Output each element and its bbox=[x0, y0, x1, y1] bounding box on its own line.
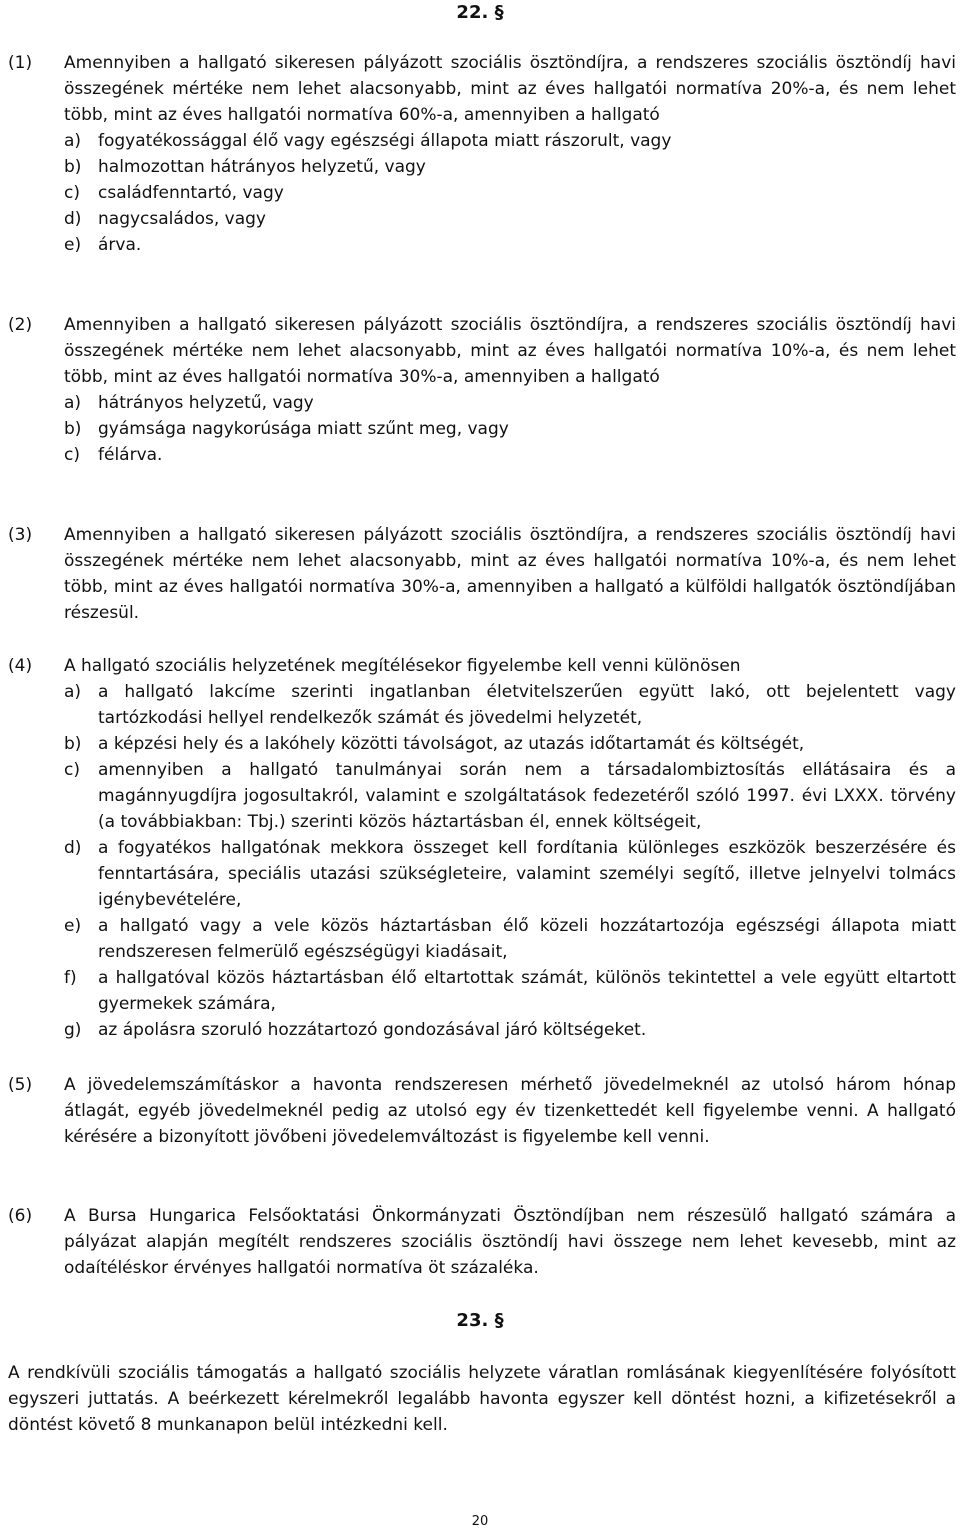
list-item bbox=[64, 757, 956, 835]
list-item-text: családfenntartó, vagy bbox=[98, 183, 284, 203]
list-item bbox=[64, 206, 956, 232]
list-item-label: d) bbox=[64, 838, 82, 858]
list-item bbox=[64, 390, 956, 416]
list-item-label: c) bbox=[64, 183, 80, 203]
paragraph-number: (4) bbox=[8, 656, 33, 676]
list-item-label: b) bbox=[64, 157, 82, 177]
list-item-label: e) bbox=[64, 235, 82, 255]
list-item bbox=[64, 679, 956, 731]
section-22-heading: 22. § bbox=[456, 2, 504, 23]
list-item-label: g) bbox=[64, 1020, 82, 1040]
paragraph-number: (1) bbox=[8, 53, 33, 73]
list-item bbox=[64, 180, 956, 206]
list-item-label: c) bbox=[64, 760, 80, 780]
page-number: 20 bbox=[471, 1514, 489, 1529]
list-item bbox=[64, 913, 956, 965]
paragraph-text: A jövedelemszámításkor a havonta rendszeresen mérhető jövedelmeknél az utolsó három hónap átlagát, egyéb jövedelmeknél pedig az utolsó egy év tizenkettedét kell figyelembe venni. A hallgató kérésére a bizonyított jövőbeni jövedelemváltozást is figyelembe kell venni. bbox=[64, 1075, 956, 1147]
list-item-label: a) bbox=[64, 393, 82, 413]
paragraph-text: Amennyiben a hallgató sikeresen pályázott szociális ösztöndíjra, a rendszeres szociális ösztöndíj havi összegének mértéke nem lehet alacsonyabb, mint az éves hallgatói normatíva 20%-a, és nem lehet több, mint az éves hallgatói normatíva 60%-a, amennyiben a hallgató bbox=[64, 53, 956, 125]
list-item-text: hátrányos helyzetű, vagy bbox=[98, 393, 314, 413]
list-item-text: a fogyatékos hallgatónak mekkora összeget kell fordítania különleges eszközök beszerzésére és fenntartására, speciális utazási szükségleteire, valamint személyi segítő, illetve jelnyelvi tolmács igénybevételére, bbox=[98, 838, 956, 910]
paragraph-text: A Bursa Hungarica Felsőoktatási Önkormányzati Ösztöndíjban nem részesülő hallgató számára a pályázat alapján megítélt rendszeres szociális ösztöndíj havi összege nem lehet kevesebb, mint az odaítéléskor érvényes hallgatói normatíva öt százaléka. bbox=[64, 1206, 956, 1278]
list-item-label: a) bbox=[64, 131, 82, 151]
paragraph-text: A hallgató szociális helyzetének megítélésekor figyelembe kell venni különösen bbox=[64, 656, 741, 676]
paragraph-text: Amennyiben a hallgató sikeresen pályázott szociális ösztöndíjra, a rendszeres szociális ösztöndíj havi összegének mértéke nem lehet alacsonyabb, mint az éves hallgatói normatíva 10%-a, és nem lehet több, mint az éves hallgatói normatíva 30%-a, amennyiben a hallgató a külföldi hallgatók ösztöndíjában részesül. bbox=[64, 525, 956, 623]
list-item-text: nagycsaládos, vagy bbox=[98, 209, 266, 229]
list-item-label: a) bbox=[64, 682, 82, 702]
paragraph-number: (6) bbox=[8, 1206, 33, 1226]
list-item bbox=[64, 442, 956, 468]
list-item bbox=[64, 965, 956, 1017]
paragraph-4 bbox=[8, 653, 956, 1043]
paragraph-number: (2) bbox=[8, 315, 33, 335]
list-item-text: gyámsága nagykorúsága miatt szűnt meg, vagy bbox=[98, 419, 509, 439]
list-item bbox=[64, 731, 956, 757]
list-item-text: félárva. bbox=[98, 445, 163, 465]
list-item bbox=[64, 835, 956, 913]
section-23-text: A rendkívüli szociális támogatás a hallgató szociális helyzete váratlan romlásának kiegyenlítésére folyósított egyszeri juttatás. A beérkezett kérelmekről legalább havonta egyszer kell döntést hozni, a kifizetésekről a döntést követő 8 munkanapon belül intézkedni kell. bbox=[8, 1363, 956, 1435]
paragraph-1 bbox=[8, 50, 956, 258]
list-item-label: f) bbox=[64, 968, 77, 988]
list-item bbox=[64, 416, 956, 442]
list-item-text: árva. bbox=[98, 235, 142, 255]
list-item-text: fogyatékossággal élő vagy egészségi állapota miatt rászorult, vagy bbox=[98, 131, 672, 151]
list-item-label: c) bbox=[64, 445, 80, 465]
list-item-text: halmozottan hátrányos helyzetű, vagy bbox=[98, 157, 426, 177]
section-23-heading: 23. § bbox=[456, 1310, 504, 1331]
list-item bbox=[64, 1017, 956, 1043]
list-item-text: amennyiben a hallgató tanulmányai során nem a társadalombiztosítás ellátásaira és a magánnyugdíjra jogosultakról, valamint e szolgáltatások fedezetéről szóló 1997. évi LXXX. törvény (a továbbiakban: Tbj.) szerinti közös háztartásban él, ennek költségeit, bbox=[98, 760, 956, 832]
list-item-text: az ápolásra szoruló hozzátartozó gondozásával járó költségeket. bbox=[98, 1020, 647, 1040]
list-item-text: a hallgató lakcíme szerinti ingatlanban életvitelszerűen együtt lakó, ott bejelentett vagy tartózkodási hellyel rendelkezők számát és jövedelmi helyzetét, bbox=[98, 682, 956, 728]
list-item bbox=[64, 154, 956, 180]
list-item-text: a hallgatóval közös háztartásban élő eltartottak számát, különös tekintettel a vele együtt eltartott gyermekek számára, bbox=[98, 968, 956, 1014]
list-item-label: e) bbox=[64, 916, 82, 936]
list-item-label: b) bbox=[64, 734, 82, 754]
paragraph-text: Amennyiben a hallgató sikeresen pályázott szociális ösztöndíjra, a rendszeres szociális ösztöndíj havi összegének mértéke nem lehet alacsonyabb, mint az éves hallgatói normatíva 10%-a, és nem lehet több, mint az éves hallgatói normatíva 30%-a, amennyiben a hallgató bbox=[64, 315, 956, 387]
list-item-text: a képzési hely és a lakóhely közötti távolságot, az utazás időtartamát és költségét, bbox=[98, 734, 805, 754]
paragraph-number: (3) bbox=[8, 525, 33, 545]
list-item-text: a hallgató vagy a vele közös háztartásban élő közeli hozzátartozója egészségi állapota miatt rendszeresen felmerülő egészségügyi kiadásait, bbox=[98, 916, 956, 962]
list-item bbox=[64, 128, 956, 154]
paragraph-5 bbox=[8, 1072, 956, 1150]
paragraph-2 bbox=[8, 312, 956, 468]
list-item-label: d) bbox=[64, 209, 82, 229]
list-item-label: b) bbox=[64, 419, 82, 439]
paragraph-6 bbox=[8, 1203, 956, 1281]
paragraph-3 bbox=[8, 522, 956, 626]
paragraph-number: (5) bbox=[8, 1075, 33, 1095]
list-item bbox=[64, 232, 956, 258]
